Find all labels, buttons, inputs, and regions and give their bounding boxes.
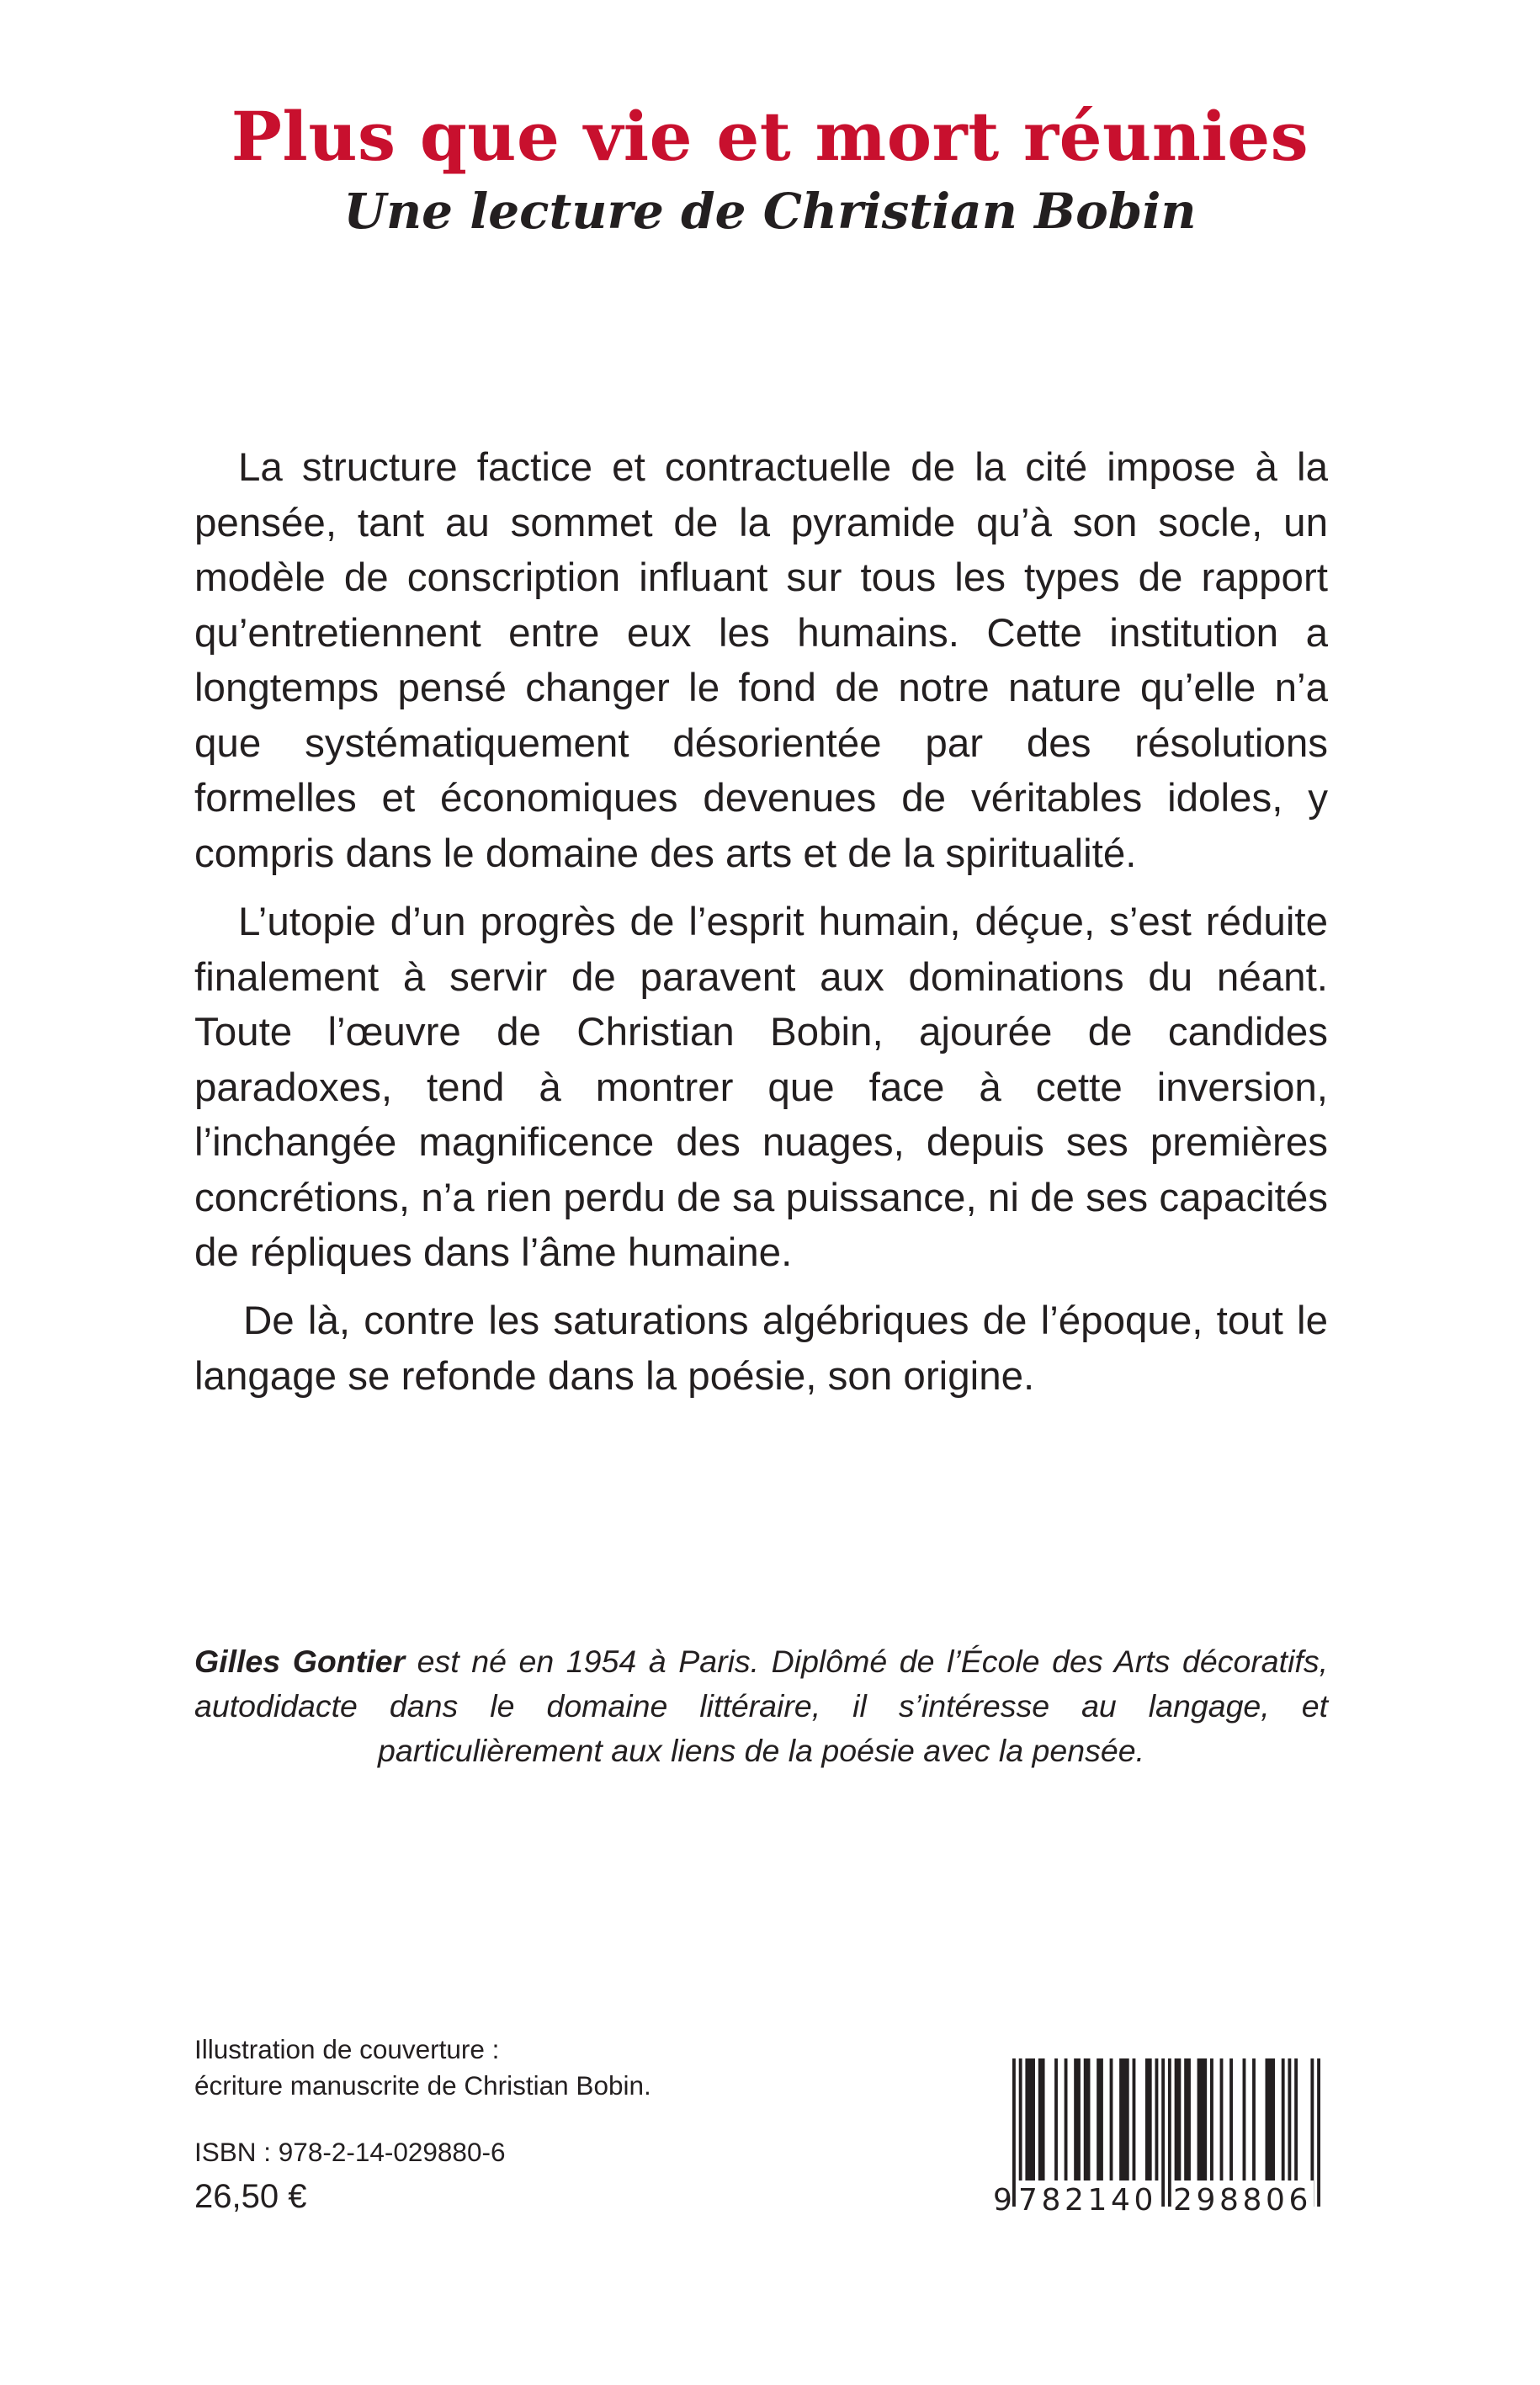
barcode-bar bbox=[1229, 2058, 1233, 2185]
barcode-bar bbox=[1282, 2058, 1285, 2185]
isbn: ISBN : 978-2-14-029880-6 bbox=[194, 2137, 506, 2167]
barcode-bar bbox=[1184, 2058, 1191, 2185]
barcode-bar bbox=[1110, 2058, 1113, 2185]
barcode-bar bbox=[1133, 2058, 1136, 2185]
barcode-bar bbox=[1025, 2058, 1035, 2185]
author-bio-text: est né en 1954 à Paris. Diplômé de l’École des Arts décoratifs, autodidacte dans le domaine littéraire, il s’intéresse au langage, et particulièrement aux liens de la poésie avec la pensée. bbox=[194, 1644, 1328, 1768]
author-name: Gilles Gontier bbox=[194, 1644, 406, 1679]
barcode-bar bbox=[1145, 2058, 1152, 2185]
illustration-credit-label: Illustration de couverture : bbox=[194, 2034, 500, 2064]
illustration-credit-text: écriture manuscrite de Christian Bobin. bbox=[194, 2070, 651, 2101]
barcode-bar bbox=[1288, 2058, 1291, 2185]
barcode-first-digit: 9 bbox=[993, 2183, 1012, 2218]
barcode-bar bbox=[1243, 2058, 1246, 2185]
barcode-bar bbox=[1220, 2058, 1224, 2185]
barcode-bar bbox=[1084, 2058, 1091, 2185]
author-bio bbox=[194, 1639, 1328, 1773]
barcode-bar bbox=[1252, 2058, 1256, 2185]
barcode-bar bbox=[1266, 2058, 1276, 2185]
book-title: Plus que vie et mort réunies bbox=[231, 97, 1309, 176]
barcode-bar bbox=[1065, 2058, 1068, 2185]
blurb-paragraph-2: L’utopie d’un progrès de l’esprit humain, déçue, s’est réduite finalement à servir de paravent aux dominations du néant. Toute l’œuvre de Christian Bobin, ajourée de candides paradoxes, tend à montrer que face à cette inversion, l’inchangée magnificence des nuages, depuis ses premières concrétions, n’a rien perdu de sa puissance, ni de ses capacités de répliques dans l’âme humaine. bbox=[194, 900, 1328, 1275]
barcode-left-digits: 782140 bbox=[1017, 2180, 1159, 2221]
blurb-paragraph-3: De là, contre les saturations algébriques de l’époque, tout le langage se refonde dans la poésie, son origine. bbox=[194, 1299, 1328, 1399]
barcode-right-digits: 298806 bbox=[1171, 2180, 1314, 2221]
barcode-bar bbox=[1038, 2058, 1045, 2185]
barcode-bar bbox=[1097, 2058, 1103, 2185]
barcode-bar bbox=[1294, 2058, 1298, 2185]
barcode-bar bbox=[1197, 2058, 1208, 2185]
barcode-bar bbox=[1054, 2058, 1058, 2185]
barcode-bar bbox=[1175, 2058, 1182, 2185]
price: 26,50 € bbox=[194, 2178, 307, 2215]
book-subtitle: Une lecture de Christian Bobin bbox=[343, 183, 1197, 240]
barcode-digits bbox=[993, 2180, 1320, 2221]
barcode-bar bbox=[1155, 2058, 1159, 2185]
blurb-paragraph-1: La structure factice et contractuelle de la cité impose à la pensée, tant au sommet de la pyramide qu’à son socle, un modèle de conscription influant sur tous les types de rapport qu’entretiennent entre eux les humains. Cette institution a longtemps pensé changer le fond de notre nature qu’elle n’a que systématiquement désorientée par des résolutions formelles et économiques devenues de véritables idoles, y compris dans le domaine des arts et de la spiritualité. bbox=[194, 445, 1328, 876]
barcode-bar bbox=[1119, 2058, 1129, 2185]
barcode-bar bbox=[1210, 2058, 1213, 2185]
barcode-bar bbox=[1074, 2058, 1081, 2185]
